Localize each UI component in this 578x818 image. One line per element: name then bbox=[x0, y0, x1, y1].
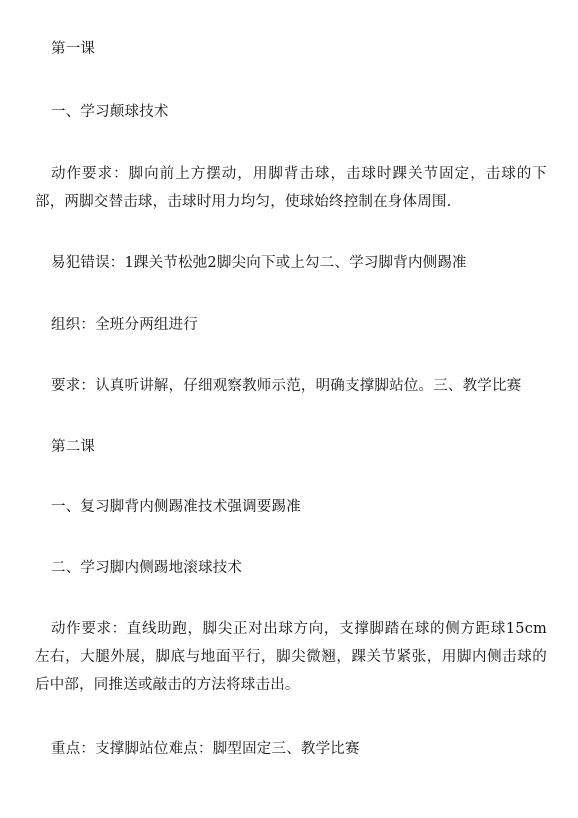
lesson2-key-points: 重点：支撑脚站位难点：脚型固定三、教学比赛 bbox=[51, 741, 360, 757]
lesson1-requirements: 动作要求：脚向前上方摆动，用脚背击球，击球时踝关节固定，击球的下部，两脚交替击球，击球时用力均匀，使球始终控制在身体周围. bbox=[35, 166, 547, 210]
lesson2-section1-heading: 一、复习脚背内侧踢准技术强调要踢准 bbox=[51, 499, 301, 515]
lesson2-title: 第二课 bbox=[51, 439, 96, 455]
lesson1-title: 第一课 bbox=[51, 41, 96, 57]
lesson2-requirements: 动作要求：直线助跑，脚尖正对出球方向，支撑脚踏在球的侧方距球15cm左右，大腿外展，脚底与地面平行，脚尖微翘，踝关节紧张，用脚内侧击球的后中部，同推送或敲击的方法将球击出。 bbox=[35, 621, 547, 693]
lesson2-section2-heading: 二、学习脚内侧踢地滚球技术 bbox=[51, 560, 243, 576]
lesson1-organization: 组织：全班分两组进行 bbox=[51, 317, 198, 333]
lesson1-mistakes: 易犯错误：1踝关节松弛2脚尖向下或上勾二、学习脚背内侧踢准 bbox=[51, 255, 467, 271]
lesson1-section1-heading: 一、学习颠球技术 bbox=[51, 104, 169, 120]
lesson1-demands: 要求：认真听讲解，仔细观察教师示范，明确支撑脚站位。三、教学比赛 bbox=[51, 378, 522, 394]
